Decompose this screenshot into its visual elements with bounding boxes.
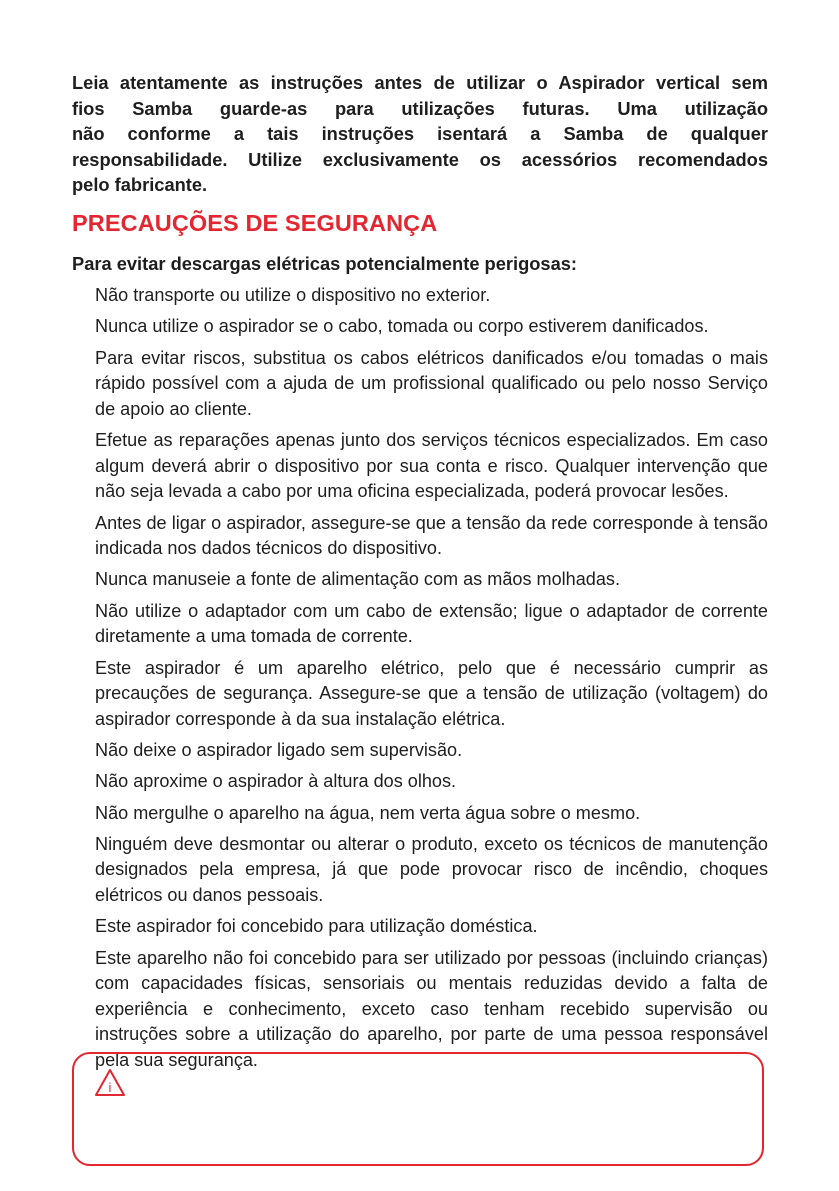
list-item: Não aproxime o aspirador à altura dos olhos.: [95, 771, 457, 792]
warning-triangle-icon: [94, 1068, 126, 1098]
list-item: Não transporte ou utilize o dispositivo no exterior.: [95, 285, 491, 305]
intro-line-3: não conforme a tais instruções isentará a Samba de qualquer: [72, 123, 768, 145]
list-item: Não utilize o adaptador com um cabo de extensão; ligue o adaptador de corrente diretamente a uma tomada de corrente.: [95, 600, 768, 647]
list-item: Não mergulhe o aparelho na água, nem verta água sobre o mesmo.: [95, 802, 641, 823]
section-subtitle: Para evitar descargas elétricas potencialmente perigosas:: [72, 253, 578, 274]
intro-line-4: responsabilidade. Utilize exclusivamente os acessórios recomendados: [72, 148, 768, 170]
list-item: Este aspirador é um aparelho elétrico, pelo que é necessário cumprir as precauções de segurança. Assegure-se que a tensão de utilização (voltagem) do aspirador corresponde à da sua instalação elétrica.: [95, 657, 768, 729]
list-item: Não deixe o aspirador ligado sem supervisão.: [95, 740, 463, 760]
list-item: Nunca utilize o aspirador se o cabo, tomada ou corpo estiverem danificados.: [95, 316, 709, 337]
intro-paragraph: [72, 70, 768, 198]
list-item: Nunca manuseie a fonte de alimentação com as mãos molhadas.: [95, 569, 621, 590]
list-item: Antes de ligar o aspirador, assegure-se que a tensão da rede corresponde à tensão indicada nos dados técnicos do dispositivo.: [95, 512, 768, 559]
intro-line-5: pelo fabricante.: [72, 174, 208, 196]
list-item: Para evitar riscos, substitua os cabos elétricos danificados e/ou tomadas o mais rápido possível com a ajuda de um profissional qualificado ou pelo nosso Serviço de apoio ao cliente.: [95, 347, 768, 419]
list-item: Efetue as reparações apenas junto dos serviços técnicos especializados. Em caso algum deverá abrir o dispositivo por sua conta e risco. Qualquer intervenção que não seja levada a cabo por uma oficina especializada, poderá provocar lesões.: [95, 430, 768, 502]
list-item: Este aspirador foi concebido para utilização doméstica.: [95, 916, 538, 937]
warning-note-box: [72, 1052, 764, 1166]
intro-line-1: Leia atentamente as instruções antes de utilizar o Aspirador vertical sem: [72, 72, 768, 93]
intro-line-2: fios Samba guarde-as para utilizações futuras. Uma utilização: [72, 97, 768, 119]
list-item: Este aparelho não foi concebido para ser utilizado por pessoas (incluindo crianças) com capacidades físicas, sensoriais ou mentais reduzidas devido a falta de experiência e conhecimento, exceto caso tenham recebido supervisão ou instruções sobre a utilização do aparelho, por parte de uma pessoa responsável pela sua segurança.: [95, 947, 768, 1070]
section-title: PRECAUÇÕES DE SEGURANÇA: [72, 210, 438, 236]
list-item: Ninguém deve desmontar ou alterar o produto, exceto os técnicos de manutenção designados pela empresa, já que pode provocar risco de incêndio, choques elétricos ou danos pessoais.: [95, 833, 768, 906]
safety-list: [95, 283, 768, 1079]
warning-icon-glyph: i: [108, 1080, 112, 1095]
